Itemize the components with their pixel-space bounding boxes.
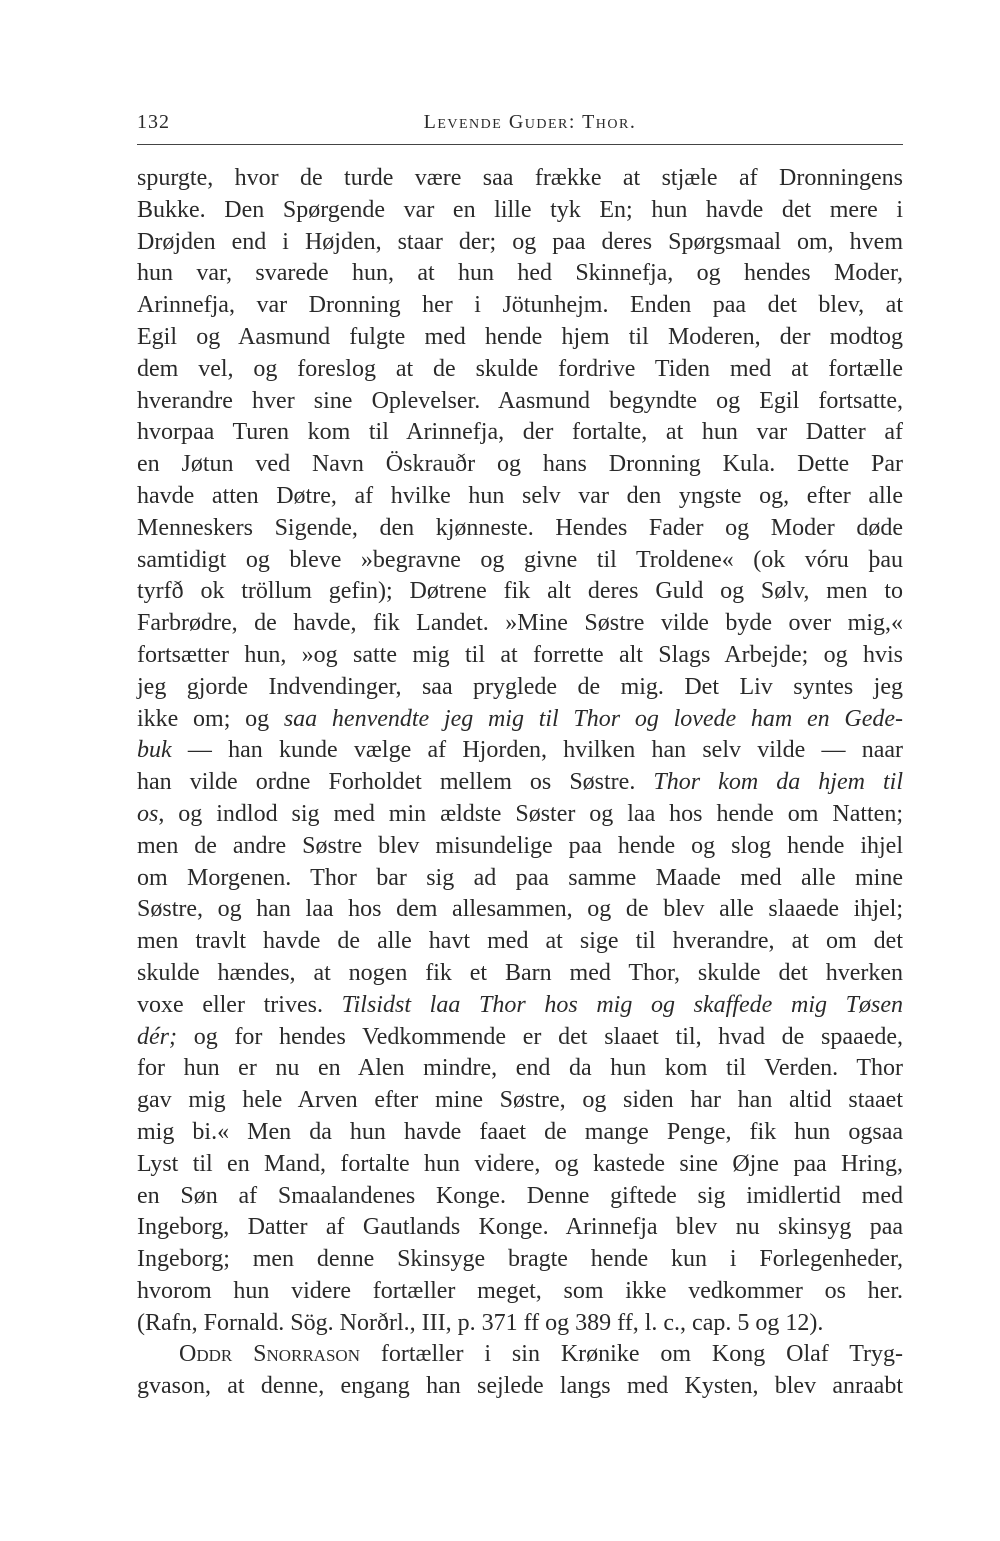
text-line: gav mig hele Arven efter mine Søstre, og siden har han altid staaet <box>137 1087 903 1114</box>
text-line: spurgte, hvor de turde være saa frække at stjæle af Dronningens <box>137 165 903 191</box>
text-line: Arinnefja, var Dronning her i Jötunhejm. Enden paa det blev, at <box>137 292 903 319</box>
page-header <box>137 111 903 147</box>
text-line: skulde hændes, at nogen fik et Barn med Thor, skulde det hverken <box>137 959 903 986</box>
text-line: for hun er nu en Alen mindre, end da hun kom til Verden. Thor <box>137 1055 903 1082</box>
header-rule <box>137 144 903 145</box>
text-line <box>137 704 903 736</box>
text-line: havde atten Døtre, af hvilke hun selv var den yngste og, efter alle <box>137 482 903 509</box>
text-line: Ingeborg, Datter af Gautlands Konge. Arinnefja blev nu skinsyg paa <box>137 1214 903 1241</box>
italic-segment: buk <box>137 737 172 764</box>
body-text <box>137 163 903 1403</box>
text-line: Drøjden end i Højden, staar der; og paa deres Spørgsmaal om, hvem <box>137 228 903 255</box>
italic-segment: Thor kom da hjem til <box>653 769 904 796</box>
text-line <box>137 990 903 1022</box>
text-line: mig bi.« Men da hun havde faaet de mange Penge, fik hun ogsaa <box>137 1118 903 1145</box>
page-number: 132 <box>137 111 170 133</box>
text-line: Bukke. Den Spørgende var en lille tyk En; hun havde det mere i <box>137 196 903 223</box>
text-segment: ikke om; og <box>137 705 284 732</box>
italic-segment: dér; <box>137 1023 177 1050</box>
text-line: Ingeborg; men denne Skinsyge bragte hende kun i Forlegenheder, <box>137 1246 903 1273</box>
text-segment: han vilde ordne Forholdet mellem os Søstre. <box>137 769 654 796</box>
text-segment: , og indlod sig med min ældste Søster og laa hos hende om Natten; <box>158 800 903 827</box>
text-line: men de andre Søstre blev misundelige paa hende og slog hende ihjel <box>137 832 903 859</box>
text-line: fortsætter hun, »og satte mig til at forrette alt Slags Arbejde; og hvis <box>137 641 903 668</box>
text-line: Egil og Aasmund fulgte med hende hjem til Moderen, der modtog <box>137 323 903 350</box>
text-line: tyrfð ok tröllum gefin); Døtrene fik alt deres Guld og Sølv, men to <box>137 578 903 605</box>
author-name: Oddr Snorrason <box>179 1341 360 1368</box>
text-line <box>137 1339 903 1371</box>
text-line: samtidigt og bleve »begravne og givne til Troldene« (ok vóru þau <box>137 546 903 573</box>
text-segment: og for hendes Vedkommende er det slaaet til, hvad de spaaede, <box>176 1023 903 1050</box>
italic-segment: os <box>137 800 159 827</box>
text-line: en Søn af Smaalandenes Konge. Denne giftede sig imidlertid med <box>137 1182 903 1209</box>
text-line: dem vel, og foreslog at de skulde fordrive Tiden med at fortælle <box>137 355 903 382</box>
text-segment: fortæller i sin Krønike om Kong Olaf Tryg- <box>359 1341 903 1368</box>
text-line <box>137 767 903 799</box>
text-line: Menneskers Sigende, den kjønneste. Hendes Fader og Moder døde <box>137 514 903 541</box>
text-line: gvason, at denne, engang han sejlede langs med Kysten, blev anraabt <box>137 1373 903 1400</box>
text-line: Farbrødre, de havde, fik Landet. »Mine Søstre vilde byde over mig,« <box>137 610 903 637</box>
text-line: jeg gjorde Indvendinger, saa pryglede de mig. Det Liv syntes jeg <box>137 673 903 700</box>
italic-segment: saa henvendte jeg mig til Thor og lovede ham en Gede- <box>283 705 903 732</box>
running-title: Levende Guder: Thor. <box>423 111 637 133</box>
text-line: (Rafn, Fornald. Sög. Norðrl., III, p. 371 ff og 389 ff, l. c., cap. 5 og 12). <box>137 1309 824 1336</box>
text-line: Søstre, og han laa hos dem allesammen, og de blev alle slaaede ihjel; <box>137 896 903 923</box>
text-line: Lyst til en Mand, fortalte hun videre, og kastede sine Øjne paa Hring, <box>137 1150 903 1177</box>
text-line: men travlt havde de alle havt med at sige til hverandre, at om det <box>137 928 903 955</box>
text-segment: voxe eller trives. <box>137 991 342 1018</box>
text-line <box>137 735 903 767</box>
text-segment: — han kunde vælge af Hjorden, hvilken han selv vilde — naar <box>171 737 903 764</box>
text-line <box>137 1022 903 1054</box>
italic-segment: Tilsidst laa Thor hos mig og skaffede mig Tøsen <box>341 991 903 1018</box>
text-line: hvorpaa Turen kom til Arinnefja, der fortalte, at hun var Datter af <box>137 419 903 446</box>
text-line: hun var, svarede hun, at hun hed Skinnefja, og hendes Moder, <box>137 260 903 287</box>
text-line <box>137 799 903 831</box>
text-line: hverandre hver sine Oplevelser. Aasmund begyndte og Egil fortsatte, <box>137 387 903 414</box>
text-line: hvorom hun videre fortæller meget, som ikke vedkommer os her. <box>137 1277 903 1304</box>
text-line: en Jøtun ved Navn Öskrauðr og hans Dronning Kula. Dette Par <box>137 451 903 478</box>
text-line: om Morgenen. Thor bar sig ad paa samme Maade med alle mine <box>137 864 903 891</box>
